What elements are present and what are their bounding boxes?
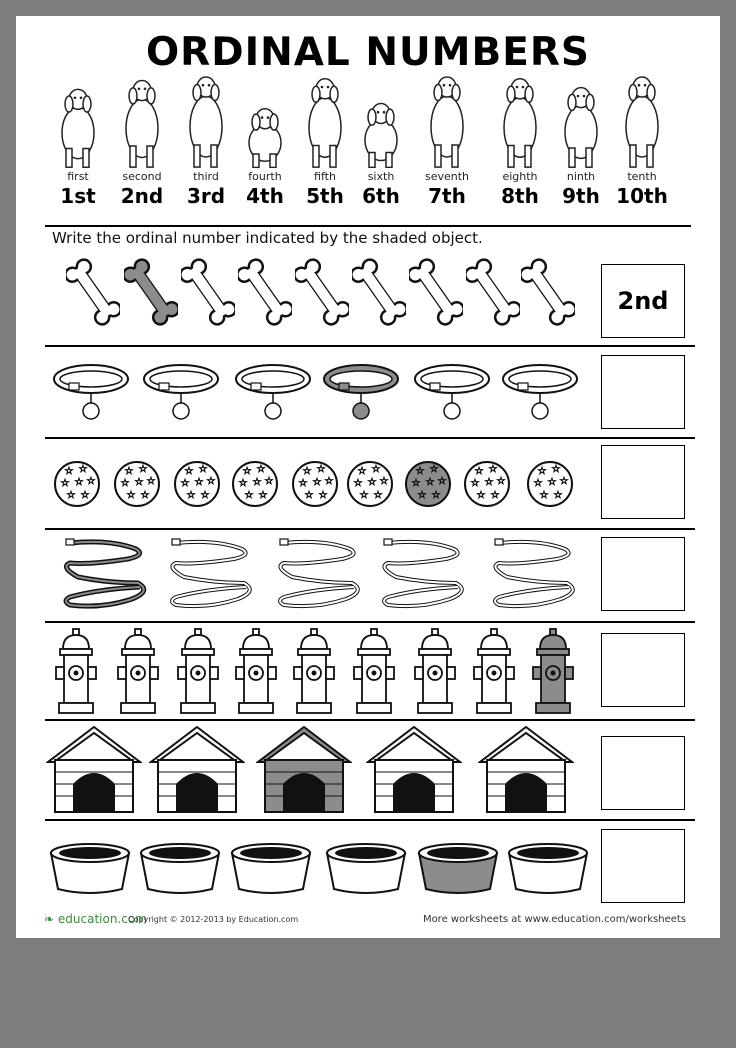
svg-text:☆: ☆ [537, 466, 547, 477]
dog-icon [114, 76, 170, 168]
answer-box-7[interactable] [601, 829, 685, 903]
svg-text:☆: ☆ [417, 490, 427, 501]
hydrant-3 [176, 627, 220, 721]
row-divider [45, 621, 695, 623]
doghouse-2 [149, 724, 245, 820]
hydrant-7 [413, 627, 457, 721]
leash-4 [378, 537, 470, 621]
svg-text:☆: ☆ [551, 464, 561, 475]
svg-text:☆: ☆ [474, 466, 484, 477]
dog-icon [297, 76, 353, 168]
answer-box-4[interactable] [601, 537, 685, 611]
ball-5 [291, 460, 339, 512]
svg-text:☆: ☆ [198, 464, 208, 475]
svg-text:☆: ☆ [411, 478, 421, 489]
svg-text:☆: ☆ [184, 466, 194, 477]
dog-icon [553, 76, 609, 168]
svg-text:☆: ☆ [242, 466, 252, 477]
row-divider [45, 437, 695, 439]
svg-text:☆: ☆ [353, 478, 363, 489]
answer-box-1[interactable]: 2nd [601, 264, 685, 338]
svg-text:☆: ☆ [470, 478, 480, 489]
bowl-3 [229, 841, 313, 899]
dog-icon [237, 76, 293, 168]
worksheet [16, 16, 720, 938]
hydrant-9-shaded [531, 627, 575, 721]
bone-3 [181, 256, 235, 332]
svg-text:☆: ☆ [559, 476, 569, 487]
ordinal-word: third [193, 170, 219, 183]
row-divider [45, 719, 695, 721]
bone-2-shaded [124, 256, 178, 332]
svg-text:☆: ☆ [488, 464, 498, 475]
ordinal-word: fifth [314, 170, 336, 183]
answer-box-6[interactable] [601, 736, 685, 810]
ordinal-word: fourth [248, 170, 282, 183]
dog-sixth [351, 76, 411, 216]
svg-text:☆: ☆ [357, 466, 367, 477]
ordinal-number: 6th [362, 184, 400, 208]
ordinal-word: second [122, 170, 162, 183]
divider [45, 225, 691, 227]
dog-fifth [295, 76, 355, 216]
collar-5 [412, 357, 492, 431]
answer-box-3[interactable] [601, 445, 685, 519]
row-divider [45, 345, 695, 347]
ordinal-number: 5th [306, 184, 344, 208]
instructions: Write the ordinal number indicated by the shaded object. [52, 229, 483, 247]
svg-text:☆: ☆ [425, 477, 435, 488]
svg-text:☆: ☆ [304, 490, 314, 501]
collar-2 [141, 357, 221, 431]
svg-text:☆: ☆ [379, 476, 389, 487]
svg-text:☆: ☆ [553, 490, 563, 501]
svg-text:☆: ☆ [138, 464, 148, 475]
svg-text:☆: ☆ [437, 476, 447, 487]
svg-text:☆: ☆ [496, 476, 506, 487]
svg-text:☆: ☆ [298, 478, 308, 489]
ordinal-number: 3rd [186, 184, 226, 208]
dog-icon [492, 76, 548, 168]
ordinal-number: 9th [562, 184, 600, 208]
hydrant-5 [292, 627, 336, 721]
svg-text:☆: ☆ [180, 478, 190, 489]
collar-3 [233, 357, 313, 431]
doghouse-4 [366, 724, 462, 820]
svg-text:☆: ☆ [124, 466, 134, 477]
leash-2 [166, 537, 258, 621]
bowl-5-shaded [416, 841, 500, 899]
svg-text:☆: ☆ [302, 466, 312, 477]
svg-text:☆: ☆ [64, 466, 74, 477]
svg-text:☆: ☆ [200, 490, 210, 501]
ordinal-word: eighth [502, 170, 538, 183]
ball-4 [231, 460, 279, 512]
answer-box-5[interactable] [601, 633, 685, 707]
bone-7 [409, 256, 463, 332]
svg-text:☆: ☆ [371, 464, 381, 475]
svg-text:☆: ☆ [134, 477, 144, 488]
svg-text:☆: ☆ [367, 477, 377, 488]
doghouse-5 [478, 724, 574, 820]
svg-text:☆: ☆ [146, 476, 156, 487]
ordinal-word: sixth [367, 170, 395, 183]
svg-text:☆: ☆ [66, 490, 76, 501]
svg-text:☆: ☆ [431, 490, 441, 501]
more-worksheets-link[interactable]: More worksheets at www.education.com/worksheets [422, 914, 686, 925]
svg-text:☆: ☆ [244, 490, 254, 501]
svg-text:☆: ☆ [415, 466, 425, 477]
dog-eighth [490, 76, 550, 216]
bone-1 [66, 256, 120, 332]
bowl-4 [324, 841, 408, 899]
ball-1 [53, 460, 101, 512]
bone-8 [466, 256, 520, 332]
bowl-2 [138, 841, 222, 899]
collar-6 [500, 357, 580, 431]
ordinal-word: first [67, 170, 89, 183]
doghouse-3-shaded [256, 724, 352, 820]
svg-text:☆: ☆ [206, 476, 216, 487]
bone-5 [295, 256, 349, 332]
dog-icon [353, 76, 409, 168]
dog-icon [50, 76, 106, 168]
svg-text:☆: ☆ [429, 464, 439, 475]
svg-text:☆: ☆ [373, 490, 383, 501]
hydrant-8 [472, 627, 516, 721]
svg-text:☆: ☆ [120, 478, 130, 489]
svg-text:☆: ☆ [316, 464, 326, 475]
dog-seventh [417, 76, 477, 216]
svg-text:☆: ☆ [256, 464, 266, 475]
ball-7-shaded [404, 460, 452, 512]
svg-text:☆: ☆ [484, 477, 494, 488]
ordinal-word: tenth [627, 170, 657, 183]
svg-text:☆: ☆ [60, 478, 70, 489]
row-divider [45, 528, 695, 530]
svg-text:☆: ☆ [539, 490, 549, 501]
hydrant-1 [54, 627, 98, 721]
ordinal-word: seventh [424, 170, 470, 183]
svg-text:☆: ☆ [264, 476, 274, 487]
hydrant-2 [116, 627, 160, 721]
dog-icon [419, 76, 475, 168]
svg-text:☆: ☆ [80, 490, 90, 501]
dog-fourth [235, 76, 295, 216]
ball-3 [173, 460, 221, 512]
ordinal-number: 4th [246, 184, 284, 208]
svg-text:☆: ☆ [86, 476, 96, 487]
bowl-6 [506, 841, 590, 899]
ball-6 [346, 460, 394, 512]
svg-text:☆: ☆ [252, 477, 262, 488]
row-divider [45, 819, 695, 821]
hydrant-4 [234, 627, 278, 721]
dog-first [48, 76, 108, 216]
svg-text:☆: ☆ [359, 490, 369, 501]
svg-text:☆: ☆ [533, 478, 543, 489]
dog-icon [614, 76, 670, 168]
svg-text:☆: ☆ [78, 464, 88, 475]
svg-text:☆: ☆ [140, 490, 150, 501]
hydrant-6 [352, 627, 396, 721]
page-title: ORDINAL NUMBERS [146, 30, 590, 75]
svg-text:☆: ☆ [312, 477, 322, 488]
leash-3 [274, 537, 366, 621]
svg-text:☆: ☆ [238, 478, 248, 489]
dog-icon [178, 76, 234, 168]
leash-5 [489, 537, 581, 621]
svg-text:☆: ☆ [258, 490, 268, 501]
svg-text:☆: ☆ [186, 490, 196, 501]
ball-8 [463, 460, 511, 512]
dog-tenth [612, 76, 672, 216]
ordinal-number: 8th [501, 184, 539, 208]
dog-ninth [551, 76, 611, 216]
ordinal-number: 2nd [120, 184, 164, 208]
ordinal-number: 1st [60, 184, 96, 208]
ordinal-number: 7th [428, 184, 466, 208]
ball-9 [526, 460, 574, 512]
dog-second [112, 76, 172, 216]
answer-box-2[interactable] [601, 355, 685, 429]
bone-9 [521, 256, 575, 332]
collar-1 [51, 357, 131, 431]
bowl-1 [48, 841, 132, 899]
svg-text:☆: ☆ [194, 477, 204, 488]
svg-text:☆: ☆ [476, 490, 486, 501]
svg-text:☆: ☆ [547, 477, 557, 488]
leash-1-shaded [60, 537, 152, 621]
copyright: Copyright © 2012-2013 by Education.com [128, 915, 299, 924]
collar-4-shaded [321, 357, 401, 431]
bone-6 [352, 256, 406, 332]
leaf-icon: ❧ [44, 912, 55, 926]
ordinal-number: 10th [616, 184, 668, 208]
svg-text:☆: ☆ [324, 476, 334, 487]
svg-text:☆: ☆ [318, 490, 328, 501]
ball-2 [113, 460, 161, 512]
svg-text:☆: ☆ [74, 477, 84, 488]
ordinal-word: ninth [566, 170, 596, 183]
doghouse-1 [46, 724, 142, 820]
svg-text:☆: ☆ [126, 490, 136, 501]
dog-third [176, 76, 236, 216]
bone-4 [238, 256, 292, 332]
svg-text:☆: ☆ [490, 490, 500, 501]
logo-text: education.com [57, 912, 147, 926]
